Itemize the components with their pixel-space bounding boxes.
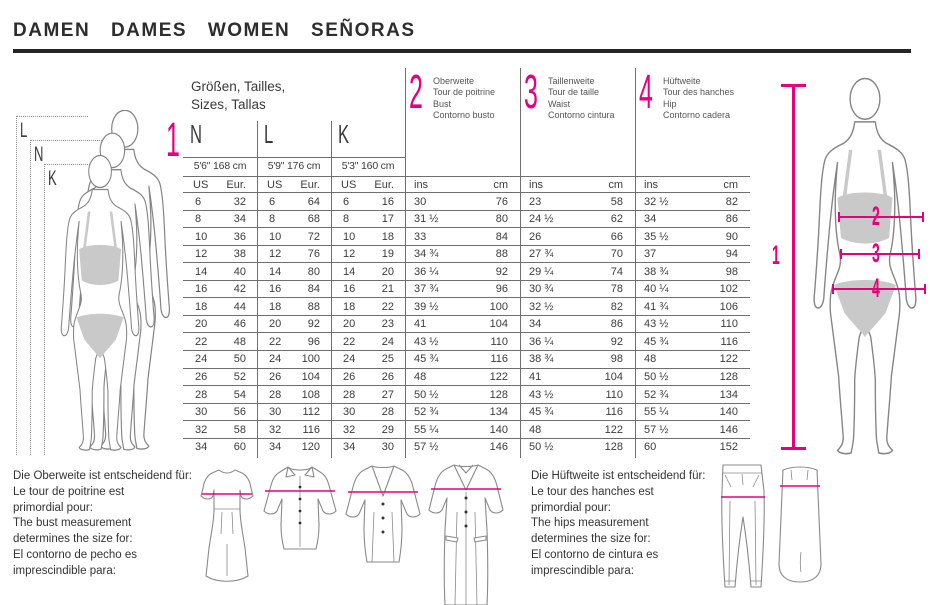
size-cell-eur: 46 xyxy=(233,318,246,331)
table-line xyxy=(183,297,750,298)
table-line xyxy=(183,245,750,246)
measure-cell-ins: 52 ¾ xyxy=(414,406,439,419)
size-cell-us: 24 xyxy=(343,353,356,366)
measure-group-label-line: Waist xyxy=(548,98,571,109)
measure-cell-ins: 55 ¼ xyxy=(644,406,669,419)
column-header-eur: Eur. xyxy=(300,179,320,191)
table-caption-line2: Sizes, Tallas xyxy=(191,96,266,112)
measure-cell-ins: 41 xyxy=(529,371,542,383)
hip-note-text xyxy=(531,469,721,580)
size-cell-eur: 44 xyxy=(233,300,246,313)
size-cell-us: 20 xyxy=(269,318,282,331)
measure-cell-cm: 122 xyxy=(489,371,508,383)
measure-cell-ins: 32 ½ xyxy=(529,300,554,313)
column-header-eur: Eur. xyxy=(374,179,394,191)
measure-cell-ins: 36 ¼ xyxy=(529,335,554,348)
measure-group-number-text: 2 xyxy=(409,66,423,119)
column-header-ins: ins xyxy=(529,179,544,191)
measure-cell-cm: 98 xyxy=(610,353,623,366)
measure-cell-ins: 36 ¼ xyxy=(414,265,439,278)
pants-icon xyxy=(715,461,769,595)
size-cell-eur: 112 xyxy=(302,406,320,419)
size-cell-us: 22 xyxy=(269,335,282,348)
measure-cell-ins: 43 ½ xyxy=(414,335,439,348)
measure-cell-cm: 116 xyxy=(490,353,508,366)
measure-cell-cm: 116 xyxy=(720,335,738,348)
measure-cell-ins: 37 xyxy=(644,248,657,261)
note-line: Le tour de poitrine est xyxy=(13,485,125,498)
measure-cell-ins: 41 xyxy=(414,318,427,331)
size-group-height: 5'6" 168 cm xyxy=(193,160,247,172)
measure-cell-cm: 110 xyxy=(605,388,623,401)
size-group-letter xyxy=(190,121,209,147)
size-cell-eur: 18 xyxy=(381,230,394,243)
note-line: imprescindible para: xyxy=(531,564,634,577)
size-cell-us: 6 xyxy=(195,195,202,208)
size-cell-us: 34 xyxy=(269,441,282,454)
measure-group-label-line: Hüftweite xyxy=(663,76,701,86)
size-cell-eur: 60 xyxy=(233,441,246,454)
size-cell-eur: 19 xyxy=(381,248,394,261)
measure-group-label-line: Tour de taille xyxy=(548,87,600,98)
size-cell-us: 18 xyxy=(195,300,208,313)
measure-cell-ins: 41 ¾ xyxy=(644,300,669,313)
measure-cell-ins: 40 ¼ xyxy=(644,283,669,296)
size-cell-eur: 76 xyxy=(307,248,320,261)
table-line xyxy=(183,420,750,421)
column-header-us: US xyxy=(341,179,357,191)
measure-cell-ins: 52 ¾ xyxy=(644,388,669,401)
table-caption-line1: Größen, Tailles, xyxy=(191,79,286,94)
measure-cell-cm: 146 xyxy=(489,441,508,454)
table-line xyxy=(520,68,521,458)
column-header-cm: cm xyxy=(608,179,623,191)
measure-cell-cm: 92 xyxy=(495,265,508,278)
size-cell-us: 28 xyxy=(269,388,282,401)
waist-measure-tick-right xyxy=(918,249,920,259)
size-cell-eur: 64 xyxy=(307,195,320,208)
column-header-ins: ins xyxy=(644,179,659,191)
measure-cell-cm: 152 xyxy=(719,441,738,454)
note-line: El contorno de pecho es xyxy=(13,548,138,561)
size-cell-us: 16 xyxy=(195,283,208,296)
measure-group-label-line: Tour de poitrine xyxy=(433,87,496,98)
measure-cell-cm: 122 xyxy=(719,353,738,366)
waist-measure-line xyxy=(840,253,920,255)
table-line xyxy=(183,262,750,263)
measure-cell-ins: 37 ¾ xyxy=(414,283,439,296)
size-cell-us: 30 xyxy=(343,406,356,419)
table-line xyxy=(183,227,750,228)
measure-cell-cm: 106 xyxy=(719,300,738,313)
measure-cell-ins: 60 xyxy=(644,441,657,454)
measure-group-label-line: Tour des hanches xyxy=(663,87,735,98)
table-line xyxy=(183,157,405,158)
size-cell-us: 6 xyxy=(269,195,276,208)
measure-cell-ins: 34 ¾ xyxy=(414,248,439,261)
note-line: primordial pour: xyxy=(13,501,93,514)
measure-cell-cm: 134 xyxy=(719,388,738,401)
measure-cell-ins: 43 ½ xyxy=(644,318,669,331)
bust-measure-line xyxy=(838,216,924,218)
size-cell-eur: 17 xyxy=(381,213,394,226)
measure-group-labels xyxy=(433,76,495,122)
measure-group-label-line: Hip xyxy=(663,98,677,109)
measure-group-label-line: Contorno busto xyxy=(433,110,495,121)
table-line xyxy=(183,192,750,193)
size-cell-eur: 32 xyxy=(233,195,246,208)
measure-group-label-line: Bust xyxy=(433,98,452,109)
measure-cell-cm: 122 xyxy=(604,423,623,436)
table-line xyxy=(183,210,750,211)
measure-cell-cm: 110 xyxy=(490,335,508,348)
bust-measure-tick-right xyxy=(922,212,924,222)
measure-cell-ins: 43 ½ xyxy=(529,388,554,401)
measure-cell-cm: 96 xyxy=(495,283,508,296)
size-cell-us: 14 xyxy=(343,265,356,278)
size-cell-eur: 28 xyxy=(381,406,394,419)
note-line: primordial pour: xyxy=(531,501,611,514)
measure-cell-ins: 35 ½ xyxy=(644,230,669,243)
size-cell-eur: 120 xyxy=(301,441,320,454)
size-group-letter-text: N xyxy=(190,119,203,149)
column-header-ins: ins xyxy=(414,179,429,191)
note-line: determines the size for: xyxy=(13,533,133,546)
measure-cell-cm: 86 xyxy=(725,213,738,226)
size-cell-us: 16 xyxy=(269,283,282,296)
measure-cell-ins: 48 xyxy=(529,423,542,436)
size-cell-us: 30 xyxy=(195,406,208,419)
table-line xyxy=(183,403,750,404)
column-header-eur: Eur. xyxy=(226,179,246,191)
measure-cell-cm: 58 xyxy=(610,195,623,208)
overlapping-women-figures-illustration xyxy=(52,110,170,455)
measure-cell-cm: 88 xyxy=(495,248,508,261)
size-cell-us: 16 xyxy=(343,283,356,296)
size-group-letter-text: L xyxy=(264,119,274,149)
measure-cell-ins: 45 ¾ xyxy=(644,335,669,348)
measure-cell-ins: 26 xyxy=(529,230,542,243)
size-cell-eur: 52 xyxy=(233,371,246,383)
figure-number-3: 3 xyxy=(872,238,880,268)
measure-cell-ins: 38 ¾ xyxy=(644,265,669,278)
size-cell-us: 10 xyxy=(343,230,356,243)
size-cell-eur: 58 xyxy=(233,423,246,436)
size-cell-eur: 50 xyxy=(233,353,246,366)
measure-group-labels xyxy=(548,76,615,122)
measure-cell-ins: 32 ½ xyxy=(644,195,669,208)
size-cell-us: 34 xyxy=(195,441,208,454)
size-cell-us: 10 xyxy=(269,230,282,243)
measure-cell-ins: 48 xyxy=(644,353,657,366)
size-cell-eur: 27 xyxy=(381,388,394,401)
size-measurement-table xyxy=(183,68,750,462)
note-line: determines the size for: xyxy=(531,533,651,546)
column-header-cm: cm xyxy=(723,179,738,191)
height-measure-cap-bottom xyxy=(781,447,806,450)
size-cell-eur: 20 xyxy=(381,265,394,278)
column-header-cm: cm xyxy=(493,179,508,191)
size-cell-eur: 36 xyxy=(233,230,246,243)
size-cell-eur: 24 xyxy=(381,335,394,348)
measure-cell-cm: 104 xyxy=(489,318,508,331)
measure-cell-cm: 104 xyxy=(604,371,623,383)
measure-cell-ins: 45 ¾ xyxy=(414,353,439,366)
size-cell-eur: 68 xyxy=(307,213,320,226)
size-cell-eur: 40 xyxy=(233,265,246,278)
measure-cell-cm: 92 xyxy=(610,335,623,348)
measure-cell-ins: 50 ½ xyxy=(529,441,554,454)
skirt-icon xyxy=(777,464,823,586)
measure-cell-cm: 128 xyxy=(489,388,508,401)
size-cell-eur: 72 xyxy=(307,230,320,243)
measure-cell-cm: 86 xyxy=(610,318,623,331)
size-cell-us: 18 xyxy=(269,300,282,313)
size-cell-eur: 21 xyxy=(381,283,394,296)
size-cell-us: 34 xyxy=(343,441,356,454)
measure-cell-ins: 27 ¾ xyxy=(529,248,554,261)
size-cell-eur: 56 xyxy=(233,406,246,419)
size-cell-eur: 100 xyxy=(301,353,320,366)
jacket-icon xyxy=(344,462,422,566)
measure-group-number xyxy=(639,66,666,119)
size-group-letter xyxy=(338,121,355,147)
size-cell-us: 28 xyxy=(195,388,208,401)
size-cell-eur: 16 xyxy=(381,195,394,208)
size-cell-us: 32 xyxy=(195,423,208,436)
measure-cell-cm: 100 xyxy=(489,300,508,313)
measure-cell-cm: 78 xyxy=(610,283,623,296)
size-cell-us: 22 xyxy=(195,335,208,348)
size-cell-eur: 42 xyxy=(233,283,246,296)
hip-measure-tick-left xyxy=(832,284,834,294)
height-measure-cap-top xyxy=(781,84,806,87)
measure-cell-ins: 23 xyxy=(529,195,542,208)
size-cell-us: 24 xyxy=(269,353,282,366)
size-cell-us: 26 xyxy=(269,371,282,383)
measure-cell-cm: 102 xyxy=(719,283,738,296)
note-line: The hips measurement xyxy=(531,517,649,530)
blouse-icon xyxy=(262,463,338,555)
measure-cell-cm: 74 xyxy=(610,265,623,278)
note-line: Die Hüftweite ist entscheidend für: xyxy=(531,470,706,482)
note-line: imprescindible para: xyxy=(13,564,116,577)
figure-label-l: L xyxy=(20,119,28,142)
measure-cell-ins: 24 ½ xyxy=(529,213,554,226)
size-group-letter-text: K xyxy=(338,119,350,149)
size-cell-eur: 84 xyxy=(307,283,320,296)
measure-cell-cm: 134 xyxy=(489,406,508,419)
size-cell-eur: 108 xyxy=(301,388,320,401)
size-cell-us: 12 xyxy=(343,248,356,261)
measure-cell-cm: 62 xyxy=(610,213,623,226)
table-line xyxy=(405,68,406,458)
height-guide-line-n xyxy=(30,140,31,455)
size-cell-us: 32 xyxy=(343,423,356,436)
measure-cell-cm: 76 xyxy=(495,195,508,208)
note-line: El contorno de cintura es xyxy=(531,548,659,561)
measure-cell-ins: 50 ½ xyxy=(644,371,669,383)
size-cell-us: 6 xyxy=(343,195,350,208)
note-line: Le tour des hanches est xyxy=(531,485,654,498)
table-line xyxy=(183,315,750,316)
size-group-height: 5'3" 160 cm xyxy=(341,160,395,172)
measure-cell-cm: 128 xyxy=(604,441,623,454)
bust-measure-tick-left xyxy=(838,212,840,222)
measure-cell-ins: 45 ¾ xyxy=(529,406,554,419)
measure-cell-cm: 94 xyxy=(725,248,738,261)
size-cell-us: 18 xyxy=(343,300,356,313)
size-group-height: 5'9" 176 cm xyxy=(267,160,321,172)
height-guide-line-k xyxy=(44,164,45,455)
measure-cell-ins: 57 ½ xyxy=(414,441,439,454)
measure-cell-ins: 33 xyxy=(414,230,427,243)
size-cell-us: 8 xyxy=(269,213,276,226)
table-line xyxy=(183,368,750,369)
size-cell-us: 14 xyxy=(195,265,208,278)
figure-label-k: K xyxy=(48,167,57,190)
size-cell-eur: 54 xyxy=(233,388,246,401)
measure-cell-ins: 39 ½ xyxy=(414,300,439,313)
measure-cell-cm: 116 xyxy=(605,406,623,419)
measure-cell-cm: 140 xyxy=(489,423,508,436)
measure-group-label-line: Contorno cadera xyxy=(663,110,731,121)
size-cell-us: 24 xyxy=(195,353,208,366)
measure-cell-cm: 82 xyxy=(725,195,738,208)
size-cell-eur: 25 xyxy=(381,353,394,366)
measure-group-label-line: Oberweite xyxy=(433,76,475,86)
measure-group-number-text: 4 xyxy=(639,66,653,119)
title-rule xyxy=(13,49,911,53)
measure-group-label-line: Taillenweite xyxy=(548,76,595,86)
size-cell-us: 28 xyxy=(343,388,356,401)
measure-cell-cm: 90 xyxy=(725,230,738,243)
measure-group-number-text: 3 xyxy=(524,66,538,119)
size-cell-us: 26 xyxy=(343,371,356,383)
measure-cell-cm: 80 xyxy=(495,213,508,226)
size-cell-us: 22 xyxy=(343,335,356,348)
hip-measure-tick-right xyxy=(924,284,926,294)
size-cell-us: 12 xyxy=(195,248,208,261)
measure-cell-cm: 140 xyxy=(719,406,738,419)
note-line: Die Oberweite ist entscheidend für: xyxy=(13,470,192,482)
figure-label-n: N xyxy=(34,143,44,166)
measure-cell-ins: 29 ¼ xyxy=(529,265,554,278)
table-line xyxy=(183,332,750,333)
size-cell-us: 20 xyxy=(195,318,208,331)
measure-cell-ins: 34 xyxy=(529,318,542,331)
measure-cell-ins: 38 ¾ xyxy=(529,353,554,366)
measure-group-number xyxy=(409,66,436,119)
size-cell-eur: 88 xyxy=(307,300,320,313)
measure-cell-cm: 66 xyxy=(610,230,623,243)
size-group-letter xyxy=(264,121,278,147)
size-cell-us: 8 xyxy=(343,213,350,226)
table-line xyxy=(183,176,750,177)
waist-measure-tick-left xyxy=(840,249,842,259)
table-line xyxy=(183,438,750,439)
measure-cell-cm: 98 xyxy=(725,265,738,278)
size-cell-eur: 80 xyxy=(307,265,320,278)
measure-cell-ins: 48 xyxy=(414,371,427,383)
note-line: The bust measurement xyxy=(13,517,132,530)
measure-cell-ins: 50 ½ xyxy=(414,388,439,401)
measure-cell-cm: 70 xyxy=(610,248,623,261)
size-cell-eur: 116 xyxy=(302,423,320,436)
figure-number-2: 2 xyxy=(872,201,880,231)
size-cell-us: 32 xyxy=(269,423,282,436)
figure-number-1: 1 xyxy=(772,240,780,270)
measure-cell-ins: 57 ½ xyxy=(644,423,669,436)
size-cell-us: 8 xyxy=(195,213,202,226)
measure-cell-ins: 55 ¼ xyxy=(414,423,439,436)
size-cell-us: 26 xyxy=(195,371,208,383)
index-number-1: 1 xyxy=(166,114,180,167)
size-cell-eur: 104 xyxy=(301,371,320,383)
table-line xyxy=(635,68,636,458)
column-header-us: US xyxy=(267,179,283,191)
height-guide-line-l xyxy=(16,116,17,455)
dress-icon xyxy=(197,464,257,592)
size-cell-eur: 48 xyxy=(233,335,246,348)
measure-cell-ins: 31 ½ xyxy=(414,213,439,226)
measure-cell-ins: 30 xyxy=(414,195,427,208)
column-header-us: US xyxy=(193,179,209,191)
measure-cell-cm: 146 xyxy=(719,423,738,436)
size-cell-us: 30 xyxy=(269,406,282,419)
measure-cell-cm: 84 xyxy=(495,230,508,243)
size-cell-eur: 23 xyxy=(381,318,394,331)
page-title: DAMEN DAMES WOMEN SEÑORAS xyxy=(13,20,416,41)
figure-number-4: 4 xyxy=(872,273,880,303)
measure-group-labels xyxy=(663,76,734,122)
size-cell-eur: 96 xyxy=(307,335,320,348)
size-cell-us: 12 xyxy=(269,248,282,261)
size-cell-us: 14 xyxy=(269,265,282,278)
size-cell-eur: 29 xyxy=(381,423,394,436)
table-line xyxy=(183,280,750,281)
measure-cell-cm: 128 xyxy=(719,371,738,383)
height-measure-line xyxy=(792,84,795,450)
measure-cell-ins: 34 xyxy=(644,213,657,226)
size-cell-eur: 26 xyxy=(381,371,394,383)
bust-note-text xyxy=(13,469,198,580)
size-cell-eur: 38 xyxy=(233,248,246,261)
measurement-figure-illustration xyxy=(802,76,928,458)
measure-cell-ins: 30 ¾ xyxy=(529,283,554,296)
size-cell-us: 10 xyxy=(195,230,208,243)
table-line xyxy=(183,350,750,351)
size-cell-eur: 30 xyxy=(381,441,394,454)
size-cell-eur: 34 xyxy=(233,213,246,226)
size-cell-us: 20 xyxy=(343,318,356,331)
measure-group-number xyxy=(524,66,551,119)
measure-cell-cm: 82 xyxy=(610,300,623,313)
size-cell-eur: 22 xyxy=(381,300,394,313)
measure-cell-cm: 110 xyxy=(720,318,738,331)
size-cell-eur: 92 xyxy=(307,318,320,331)
table-line xyxy=(183,385,750,386)
measure-group-label-line: Contorno cintura xyxy=(548,110,615,121)
coat-icon xyxy=(426,460,506,605)
